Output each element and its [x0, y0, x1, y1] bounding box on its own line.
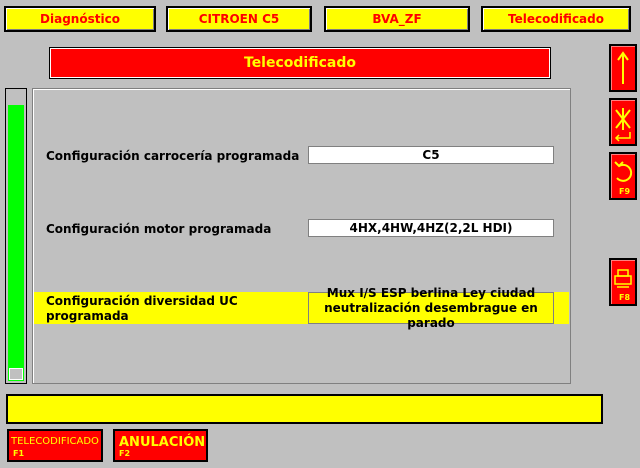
progress-end-marker [9, 368, 23, 380]
row-label-motor: Configuración motor programada [46, 222, 272, 236]
tab-ecu-label: BVA_ZF [372, 12, 422, 26]
up-arrow-icon [611, 46, 635, 90]
validate-button[interactable] [609, 98, 637, 146]
anulacion-button-label: ANULACIÓN [119, 435, 206, 450]
tab-diagnostico[interactable] [4, 6, 156, 32]
page-title [50, 48, 550, 78]
telecodificado-button[interactable] [7, 429, 103, 462]
telecodificado-button-key: F1 [13, 449, 25, 458]
back-button[interactable] [609, 152, 637, 200]
status-bar [6, 394, 603, 424]
anulacion-button-key: F2 [119, 449, 131, 458]
asterisk-enter-icon [611, 100, 635, 144]
tab-telecodificado[interactable] [481, 6, 631, 32]
page-title-text: Telecodificado [244, 55, 356, 71]
field-diversidad-text: Mux I/S ESP berlina Ley ciudad neutralización desembrague en parado [324, 285, 538, 330]
field-carroceria-value [308, 146, 554, 164]
telecodificado-button-label: TELECODIFICADO [11, 436, 99, 447]
row-label-carroceria: Configuración carrocería programada [46, 149, 300, 163]
row-label-diversidad: Configuración diversidad UC programada [46, 294, 238, 323]
print-button[interactable] [609, 258, 637, 306]
field-motor-value [308, 219, 554, 237]
tab-vehicle-label: CITROEN C5 [198, 12, 280, 26]
tab-diagnostico-label: Diagnóstico [40, 12, 120, 26]
tab-ecu[interactable] [324, 6, 470, 32]
print-button-key: F8 [619, 293, 631, 302]
back-button-key: F9 [619, 187, 631, 196]
tab-telecodificado-label: Telecodificado [508, 12, 604, 26]
tab-vehicle[interactable] [166, 6, 312, 32]
field-diversidad-value [308, 285, 554, 330]
scroll-up-button[interactable] [609, 44, 637, 92]
anulacion-button[interactable] [113, 429, 208, 462]
progress-fill [8, 105, 24, 381]
field-motor-text: 4HX,4HW,4HZ(2,2L HDI) [349, 221, 513, 235]
progress-bar [5, 88, 27, 384]
field-carroceria-text: C5 [422, 148, 440, 162]
